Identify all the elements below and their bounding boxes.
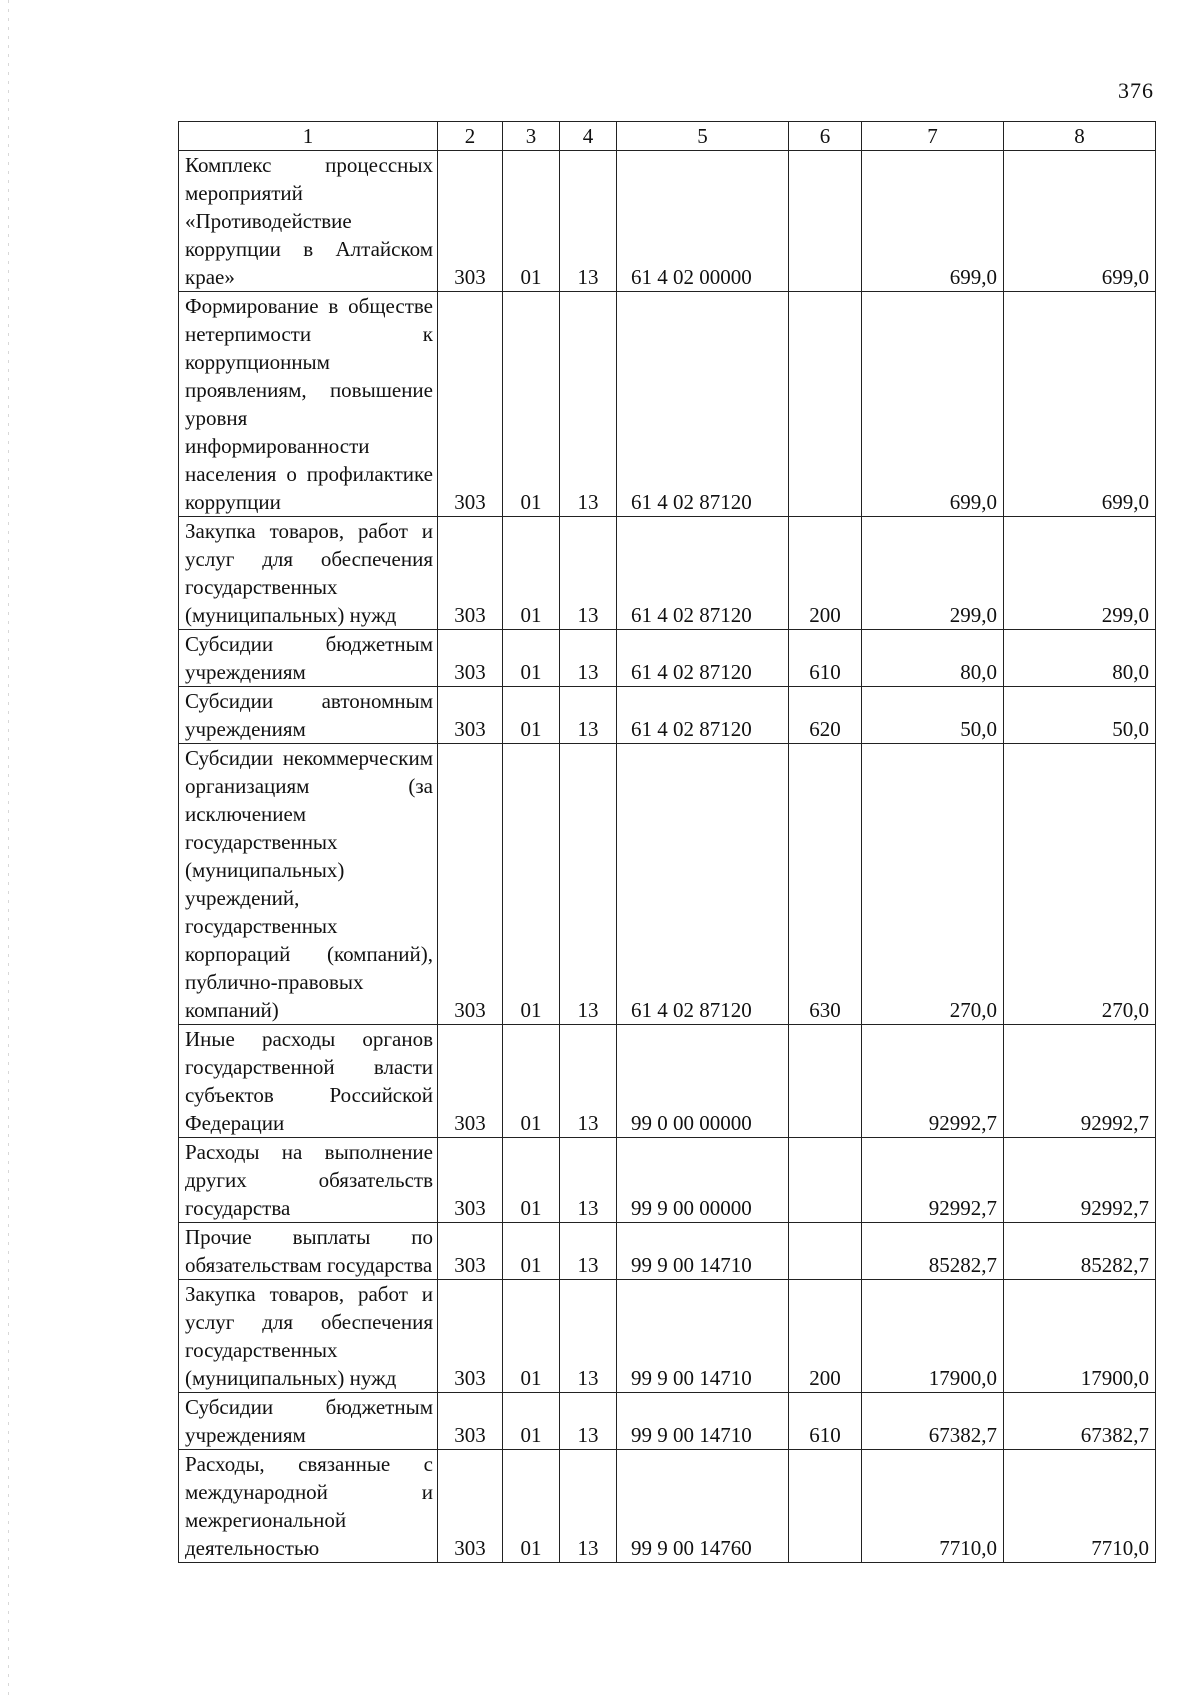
header-col-3: 3 xyxy=(503,122,560,151)
cell-col-8: 67382,7 xyxy=(1004,1393,1156,1450)
table-body xyxy=(179,151,1156,1563)
cell-col-7: 92992,7 xyxy=(862,1138,1004,1223)
cell-col-5: 99 9 00 14710 xyxy=(617,1223,789,1280)
table-row xyxy=(179,687,1156,744)
table-row xyxy=(179,1393,1156,1450)
cell-description: Субсидии некоммерческим организациям (за исключением государственных (муниципальных) учреждений, государственных корпораций (компаний), публично-правовых компаний) xyxy=(179,744,438,1025)
table-row xyxy=(179,1280,1156,1393)
cell-col-2: 303 xyxy=(438,687,503,744)
table-row xyxy=(179,1223,1156,1280)
page-number: 376 xyxy=(1118,78,1154,103)
table-row xyxy=(179,1025,1156,1138)
cell-col-2: 303 xyxy=(438,1393,503,1450)
cell-description: Субсидии автономным учреждениям xyxy=(179,687,438,744)
cell-col-6: 200 xyxy=(789,1280,862,1393)
cell-col-6: 610 xyxy=(789,630,862,687)
cell-col-3: 01 xyxy=(503,1450,560,1563)
cell-col-5: 99 9 00 00000 xyxy=(617,1138,789,1223)
cell-col-2: 303 xyxy=(438,744,503,1025)
table-header xyxy=(179,122,1156,151)
cell-col-4: 13 xyxy=(560,630,617,687)
cell-col-8: 699,0 xyxy=(1004,151,1156,292)
table-row xyxy=(179,630,1156,687)
cell-col-4: 13 xyxy=(560,1223,617,1280)
cell-col-3: 01 xyxy=(503,687,560,744)
cell-col-3: 01 xyxy=(503,292,560,517)
cell-col-2: 303 xyxy=(438,1223,503,1280)
cell-description: Расходы на выполнение других обязательств государства xyxy=(179,1138,438,1223)
cell-description: Закупка товаров, работ и услуг для обеспечения государственных (муниципальных) нужд xyxy=(179,1280,438,1393)
cell-col-2: 303 xyxy=(438,1138,503,1223)
cell-col-7: 17900,0 xyxy=(862,1280,1004,1393)
table-row xyxy=(179,1450,1156,1563)
cell-col-3: 01 xyxy=(503,1223,560,1280)
header-col-6: 6 xyxy=(789,122,862,151)
table-row xyxy=(179,744,1156,1025)
cell-col-7: 699,0 xyxy=(862,292,1004,517)
header-col-8: 8 xyxy=(1004,122,1156,151)
cell-col-4: 13 xyxy=(560,517,617,630)
cell-col-7: 50,0 xyxy=(862,687,1004,744)
cell-col-6 xyxy=(789,292,862,517)
cell-description: Закупка товаров, работ и услуг для обеспечения государственных (муниципальных) нужд xyxy=(179,517,438,630)
cell-col-7: 80,0 xyxy=(862,630,1004,687)
cell-col-2: 303 xyxy=(438,630,503,687)
cell-col-5: 99 0 00 00000 xyxy=(617,1025,789,1138)
cell-col-4: 13 xyxy=(560,744,617,1025)
cell-col-5: 61 4 02 87120 xyxy=(617,517,789,630)
cell-col-3: 01 xyxy=(503,517,560,630)
cell-col-3: 01 xyxy=(503,1393,560,1450)
cell-col-8: 92992,7 xyxy=(1004,1138,1156,1223)
cell-col-5: 61 4 02 87120 xyxy=(617,292,789,517)
header-col-1: 1 xyxy=(179,122,438,151)
cell-description: Формирование в обществе нетерпимости к коррупционным проявлениям, повышение уровня информированности населения о профилактике коррупции xyxy=(179,292,438,517)
cell-col-8: 92992,7 xyxy=(1004,1025,1156,1138)
cell-description: Расходы, связанные с международной и межрегиональной деятельностью xyxy=(179,1450,438,1563)
cell-col-2: 303 xyxy=(438,1025,503,1138)
cell-col-4: 13 xyxy=(560,1280,617,1393)
table-row xyxy=(179,292,1156,517)
cell-col-5: 61 4 02 00000 xyxy=(617,151,789,292)
cell-col-3: 01 xyxy=(503,744,560,1025)
cell-col-6 xyxy=(789,151,862,292)
table-row xyxy=(179,517,1156,630)
budget-table xyxy=(178,121,1156,1563)
cell-col-7: 92992,7 xyxy=(862,1025,1004,1138)
cell-col-4: 13 xyxy=(560,151,617,292)
cell-col-8: 299,0 xyxy=(1004,517,1156,630)
cell-col-4: 13 xyxy=(560,1393,617,1450)
cell-col-6 xyxy=(789,1025,862,1138)
cell-col-8: 270,0 xyxy=(1004,744,1156,1025)
cell-col-5: 61 4 02 87120 xyxy=(617,630,789,687)
cell-col-8: 50,0 xyxy=(1004,687,1156,744)
cell-col-2: 303 xyxy=(438,1280,503,1393)
cell-col-5: 99 9 00 14710 xyxy=(617,1280,789,1393)
cell-col-7: 85282,7 xyxy=(862,1223,1004,1280)
header-col-2: 2 xyxy=(438,122,503,151)
cell-description: Субсидии бюджетным учреждениям xyxy=(179,1393,438,1450)
cell-col-6 xyxy=(789,1450,862,1563)
cell-col-3: 01 xyxy=(503,1025,560,1138)
cell-col-6: 610 xyxy=(789,1393,862,1450)
cell-col-6: 200 xyxy=(789,517,862,630)
cell-col-3: 01 xyxy=(503,151,560,292)
table-row xyxy=(179,151,1156,292)
cell-col-8: 699,0 xyxy=(1004,292,1156,517)
cell-col-2: 303 xyxy=(438,517,503,630)
cell-col-5: 99 9 00 14760 xyxy=(617,1450,789,1563)
cell-col-6: 620 xyxy=(789,687,862,744)
cell-col-5: 61 4 02 87120 xyxy=(617,744,789,1025)
cell-col-6 xyxy=(789,1223,862,1280)
cell-col-4: 13 xyxy=(560,687,617,744)
cell-col-4: 13 xyxy=(560,1138,617,1223)
cell-description: Иные расходы органов государственной власти субъектов Российской Федерации xyxy=(179,1025,438,1138)
cell-col-7: 699,0 xyxy=(862,151,1004,292)
cell-col-5: 99 9 00 14710 xyxy=(617,1393,789,1450)
cell-col-2: 303 xyxy=(438,292,503,517)
cell-col-6: 630 xyxy=(789,744,862,1025)
cell-description: Субсидии бюджетным учреждениям xyxy=(179,630,438,687)
cell-col-4: 13 xyxy=(560,1450,617,1563)
cell-col-8: 17900,0 xyxy=(1004,1280,1156,1393)
cell-col-2: 303 xyxy=(438,1450,503,1563)
cell-col-8: 80,0 xyxy=(1004,630,1156,687)
cell-col-7: 270,0 xyxy=(862,744,1004,1025)
cell-col-8: 7710,0 xyxy=(1004,1450,1156,1563)
cell-col-8: 85282,7 xyxy=(1004,1223,1156,1280)
table-row xyxy=(179,1138,1156,1223)
header-col-7: 7 xyxy=(862,122,1004,151)
scan-edge xyxy=(8,0,9,1695)
cell-col-3: 01 xyxy=(503,1138,560,1223)
cell-description: Прочие выплаты по обязательствам государства xyxy=(179,1223,438,1280)
header-col-5: 5 xyxy=(617,122,789,151)
cell-col-2: 303 xyxy=(438,151,503,292)
header-col-4: 4 xyxy=(560,122,617,151)
cell-col-7: 299,0 xyxy=(862,517,1004,630)
header-row xyxy=(179,122,1156,151)
cell-col-5: 61 4 02 87120 xyxy=(617,687,789,744)
cell-description: Комплекс процессных мероприятий «Противодействие коррупции в Алтайском крае» xyxy=(179,151,438,292)
cell-col-7: 67382,7 xyxy=(862,1393,1004,1450)
cell-col-4: 13 xyxy=(560,1025,617,1138)
cell-col-3: 01 xyxy=(503,1280,560,1393)
cell-col-6 xyxy=(789,1138,862,1223)
cell-col-4: 13 xyxy=(560,292,617,517)
cell-col-3: 01 xyxy=(503,630,560,687)
cell-col-7: 7710,0 xyxy=(862,1450,1004,1563)
